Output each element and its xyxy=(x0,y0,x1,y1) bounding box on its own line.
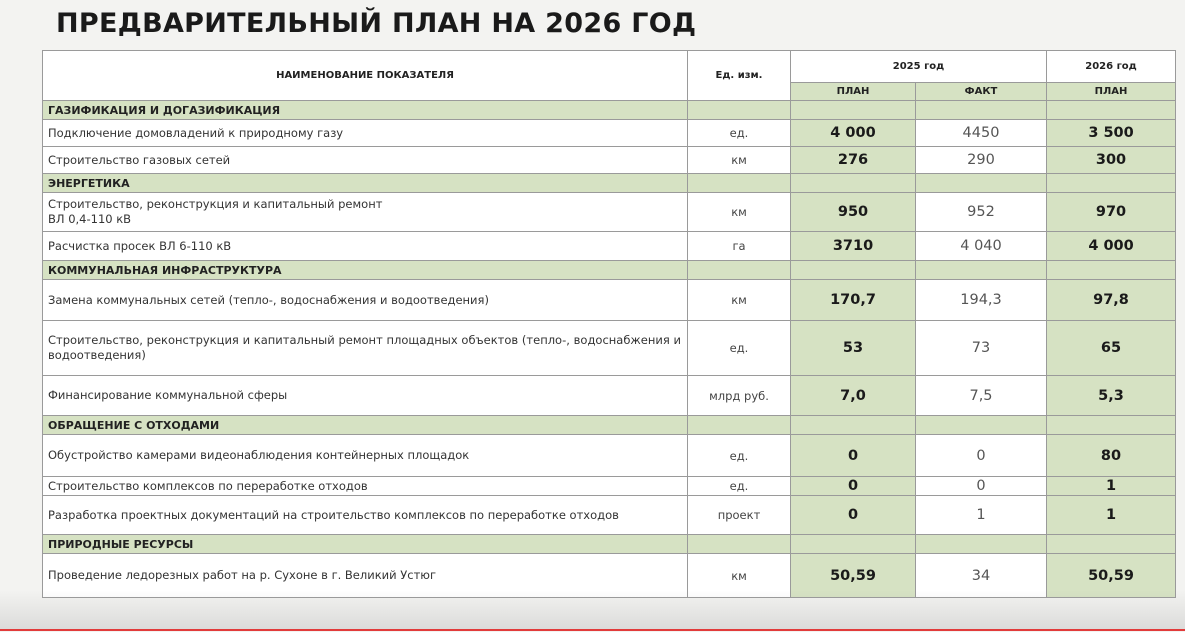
section-row xyxy=(43,101,1176,120)
fact-2025-cell: 0 xyxy=(916,477,1047,496)
section-cell xyxy=(916,261,1047,280)
plan-2026-cell: 97,8 xyxy=(1047,280,1176,321)
section-cell xyxy=(916,416,1047,435)
indicator-name: Подключение домовладений к природному газу xyxy=(43,120,688,147)
header-indicator-name: НАИМЕНОВАНИЕ ПОКАЗАТЕЛЯ xyxy=(43,51,688,101)
unit-cell: га xyxy=(688,232,791,261)
section-cell xyxy=(1047,101,1176,120)
table-row xyxy=(43,376,1176,416)
plan-table xyxy=(42,50,1176,598)
indicator-name: Обустройство камерами видеонаблюдения контейнерных площадок xyxy=(43,435,688,477)
section-row xyxy=(43,535,1176,554)
unit-cell: км xyxy=(688,280,791,321)
section-cell xyxy=(916,101,1047,120)
section-cell xyxy=(1047,535,1176,554)
plan-2026-cell: 5,3 xyxy=(1047,376,1176,416)
unit-cell: ед. xyxy=(688,435,791,477)
plan-2025-cell: 50,59 xyxy=(791,554,916,598)
section-cell xyxy=(1047,261,1176,280)
fact-2025-cell: 34 xyxy=(916,554,1047,598)
section-cell xyxy=(1047,174,1176,193)
unit-cell: проект xyxy=(688,496,791,535)
table-row xyxy=(43,232,1176,261)
table-row xyxy=(43,435,1176,477)
section-row xyxy=(43,416,1176,435)
header-plan-2026: ПЛАН xyxy=(1047,82,1176,100)
plan-2025-cell: 3710 xyxy=(791,232,916,261)
plan-2026-cell: 50,59 xyxy=(1047,554,1176,598)
plan-2025-cell: 950 xyxy=(791,193,916,232)
fact-2025-cell: 1 xyxy=(916,496,1047,535)
unit-cell: км xyxy=(688,193,791,232)
table-row xyxy=(43,120,1176,147)
fact-2025-cell: 4450 xyxy=(916,120,1047,147)
table-row xyxy=(43,321,1176,376)
indicator-name-line: ВЛ 0,4-110 кВ xyxy=(48,212,132,226)
unit-cell: млрд руб. xyxy=(688,376,791,416)
section-cell xyxy=(791,174,916,193)
section-cell xyxy=(688,535,791,554)
indicator-name: Расчистка просек ВЛ 6-110 кВ xyxy=(43,232,688,261)
indicator-name: Строительство, реконструкция и капитальный ремонт площадных объектов (тепло-, водоснабжения и водоотведения) xyxy=(43,321,688,376)
indicator-name: Замена коммунальных сетей (тепло-, водоснабжения и водоотведения) xyxy=(43,280,688,321)
bottom-red-line xyxy=(0,629,1185,631)
section-cell xyxy=(688,174,791,193)
fact-2025-cell: 4 040 xyxy=(916,232,1047,261)
header-plan-2025: ПЛАН xyxy=(791,82,916,100)
fact-2025-cell: 290 xyxy=(916,147,1047,174)
plan-2026-cell: 80 xyxy=(1047,435,1176,477)
unit-cell: ед. xyxy=(688,321,791,376)
plan-2026-cell: 970 xyxy=(1047,193,1176,232)
fact-2025-cell: 0 xyxy=(916,435,1047,477)
plan-2026-cell: 300 xyxy=(1047,147,1176,174)
plan-2025-cell: 53 xyxy=(791,321,916,376)
fact-2025-cell: 952 xyxy=(916,193,1047,232)
unit-cell: ед. xyxy=(688,120,791,147)
section-label: ЭНЕРГЕТИКА xyxy=(43,174,688,193)
plan-2025-cell: 4 000 xyxy=(791,120,916,147)
unit-cell: км xyxy=(688,554,791,598)
plan-2026-cell: 4 000 xyxy=(1047,232,1176,261)
unit-cell: км xyxy=(688,147,791,174)
plan-2026-cell: 1 xyxy=(1047,496,1176,535)
header-unit: Ед. изм. xyxy=(688,51,791,101)
section-cell xyxy=(791,535,916,554)
plan-2025-cell: 276 xyxy=(791,147,916,174)
indicator-name xyxy=(43,193,688,232)
section-cell xyxy=(916,174,1047,193)
header-year-2025: 2025 год xyxy=(791,51,1047,83)
plan-2026-cell: 3 500 xyxy=(1047,120,1176,147)
section-label: ОБРАЩЕНИЕ С ОТХОДАМИ xyxy=(43,416,688,435)
plan-2026-cell: 65 xyxy=(1047,321,1176,376)
section-row xyxy=(43,261,1176,280)
plan-2025-cell: 7,0 xyxy=(791,376,916,416)
section-cell xyxy=(688,416,791,435)
section-row xyxy=(43,174,1176,193)
table-row xyxy=(43,147,1176,174)
table-row xyxy=(43,193,1176,232)
indicator-name: Проведение ледорезных работ на р. Сухоне в г. Великий Устюг xyxy=(43,554,688,598)
section-label: КОММУНАЛЬНАЯ ИНФРАСТРУКТУРА xyxy=(43,261,688,280)
section-label: ПРИРОДНЫЕ РЕСУРСЫ xyxy=(43,535,688,554)
table-row xyxy=(43,477,1176,496)
section-cell xyxy=(791,101,916,120)
section-cell xyxy=(688,261,791,280)
section-cell xyxy=(916,535,1047,554)
section-cell xyxy=(791,261,916,280)
indicator-name: Строительство газовых сетей xyxy=(43,147,688,174)
plan-table-wrapper xyxy=(42,50,1175,598)
section-label: ГАЗИФИКАЦИЯ И ДОГАЗИФИКАЦИЯ xyxy=(43,101,688,120)
page-title: ПРЕДВАРИТЕЛЬНЫЙ ПЛАН НА 2026 ГОД xyxy=(56,8,697,39)
indicator-name: Финансирование коммунальной сферы xyxy=(43,376,688,416)
plan-2025-cell: 170,7 xyxy=(791,280,916,321)
plan-2025-cell: 0 xyxy=(791,477,916,496)
section-cell xyxy=(791,416,916,435)
fact-2025-cell: 7,5 xyxy=(916,376,1047,416)
plan-2025-cell: 0 xyxy=(791,435,916,477)
table-row xyxy=(43,280,1176,321)
section-cell xyxy=(1047,416,1176,435)
table-row xyxy=(43,554,1176,598)
plan-2026-cell: 1 xyxy=(1047,477,1176,496)
unit-cell: ед. xyxy=(688,477,791,496)
fact-2025-cell: 73 xyxy=(916,321,1047,376)
header-fact-2025: ФАКТ xyxy=(916,82,1047,100)
indicator-name-line: Строительство, реконструкция и капитальный ремонт xyxy=(48,197,383,211)
plan-2025-cell: 0 xyxy=(791,496,916,535)
table-row xyxy=(43,496,1176,535)
header-year-2026: 2026 год xyxy=(1047,51,1176,83)
indicator-name: Разработка проектных документаций на строительство комплексов по переработке отходов xyxy=(43,496,688,535)
fact-2025-cell: 194,3 xyxy=(916,280,1047,321)
indicator-name: Строительство комплексов по переработке отходов xyxy=(43,477,688,496)
section-cell xyxy=(688,101,791,120)
